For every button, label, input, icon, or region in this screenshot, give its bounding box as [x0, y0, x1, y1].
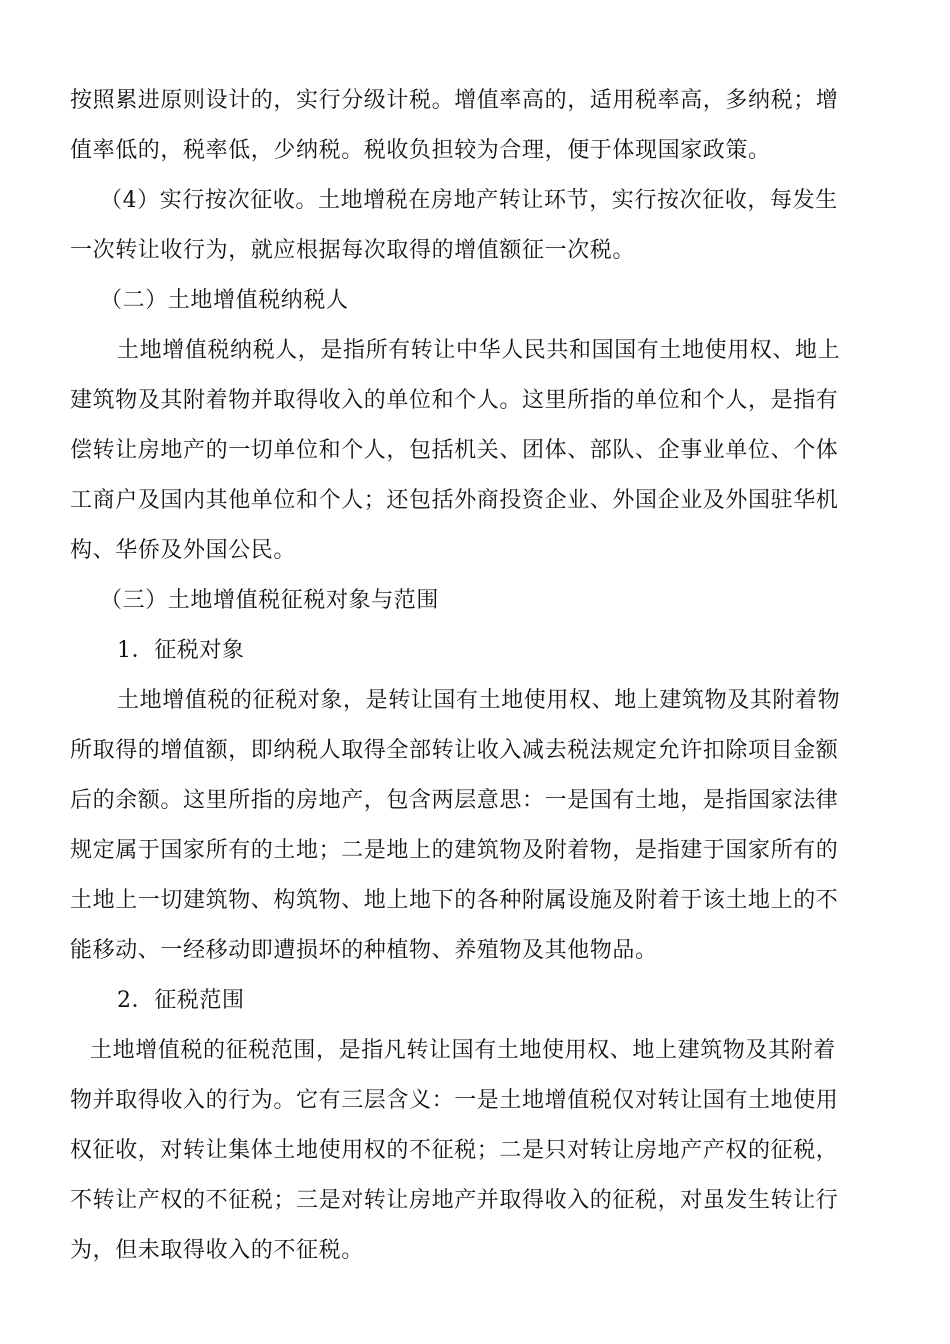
- paragraph-line: 偿转让房地产的一切单位和个人，包括机关、团体、部队、企事业单位、个体: [70, 438, 839, 463]
- paragraph-line: 土地增值税的征税范围，是指凡转让国有土地使用权、地上建筑物及其附着: [90, 1038, 836, 1063]
- paragraph-line: 按照累进原则设计的，实行分级计税。增值率高的，适用税率高，多纳税；增: [70, 88, 839, 113]
- paragraph-line: 不转让产权的不征税；三是对转让房地产并取得收入的征税，对虽发生转让行: [70, 1188, 839, 1213]
- paragraph-line: 土地增值税的征税对象，是转让国有土地使用权、地上建筑物及其附着物: [117, 688, 841, 713]
- paragraph-line: 工商户及国内其他单位和个人；还包括外商投资企业、外国企业及外国驻华机: [70, 488, 839, 513]
- section-heading: （二）土地增值税纳税人: [100, 288, 349, 313]
- paragraph-line: 土地上一切建筑物、构筑物、地上地下的各种附属设施及附着于该土地上的不: [70, 888, 839, 913]
- paragraph-line: 构、华侨及外国公民。: [70, 538, 297, 563]
- paragraph-line: 后的余额。这里所指的房地产，包含两层意思：一是国有土地，是指国家法律: [70, 788, 839, 813]
- paragraph-line: 规定属于国家所有的土地；二是地上的建筑物及附着物，是指建于国家所有的: [70, 838, 839, 863]
- paragraph-line: 权征收，对转让集体土地使用权的不征税；二是只对转让房地产产权的征税，: [70, 1138, 839, 1163]
- paragraph-line: 所取得的增值额，即纳税人取得全部转让收入减去税法规定允许扣除项目金额: [70, 738, 839, 763]
- paragraph-line: 建筑物及其附着物并取得收入的单位和个人。这里所指的单位和个人，是指有: [70, 388, 839, 413]
- paragraph-line: 物并取得收入的行为。它有三层含义：一是土地增值税仅对转让国有土地使用: [70, 1088, 839, 1113]
- paragraph-line: 能移动、一经移动即遭损坏的种植物、养殖物及其他物品。: [70, 938, 658, 963]
- paragraph-line: （4）实行按次征收。土地增税在房地产转让环节，实行按次征收，每发生: [100, 188, 838, 213]
- paragraph-line: 值率低的，税率低，少纳税。税收负担较为合理，便于体现国家政策。: [70, 138, 771, 163]
- paragraph-line: 一次转让收行为，就应根据每次取得的增值额征一次税。: [70, 238, 636, 263]
- subsection-heading: 1．征税对象: [117, 638, 245, 663]
- section-heading: （三）土地增值税征税对象与范围: [100, 588, 440, 613]
- paragraph-line: 土地增值税纳税人，是指所有转让中华人民共和国国有土地使用权、地上: [117, 338, 841, 363]
- paragraph-line: 为，但未取得收入的不征税。: [70, 1238, 364, 1263]
- subsection-heading: 2．征税范围: [117, 988, 245, 1013]
